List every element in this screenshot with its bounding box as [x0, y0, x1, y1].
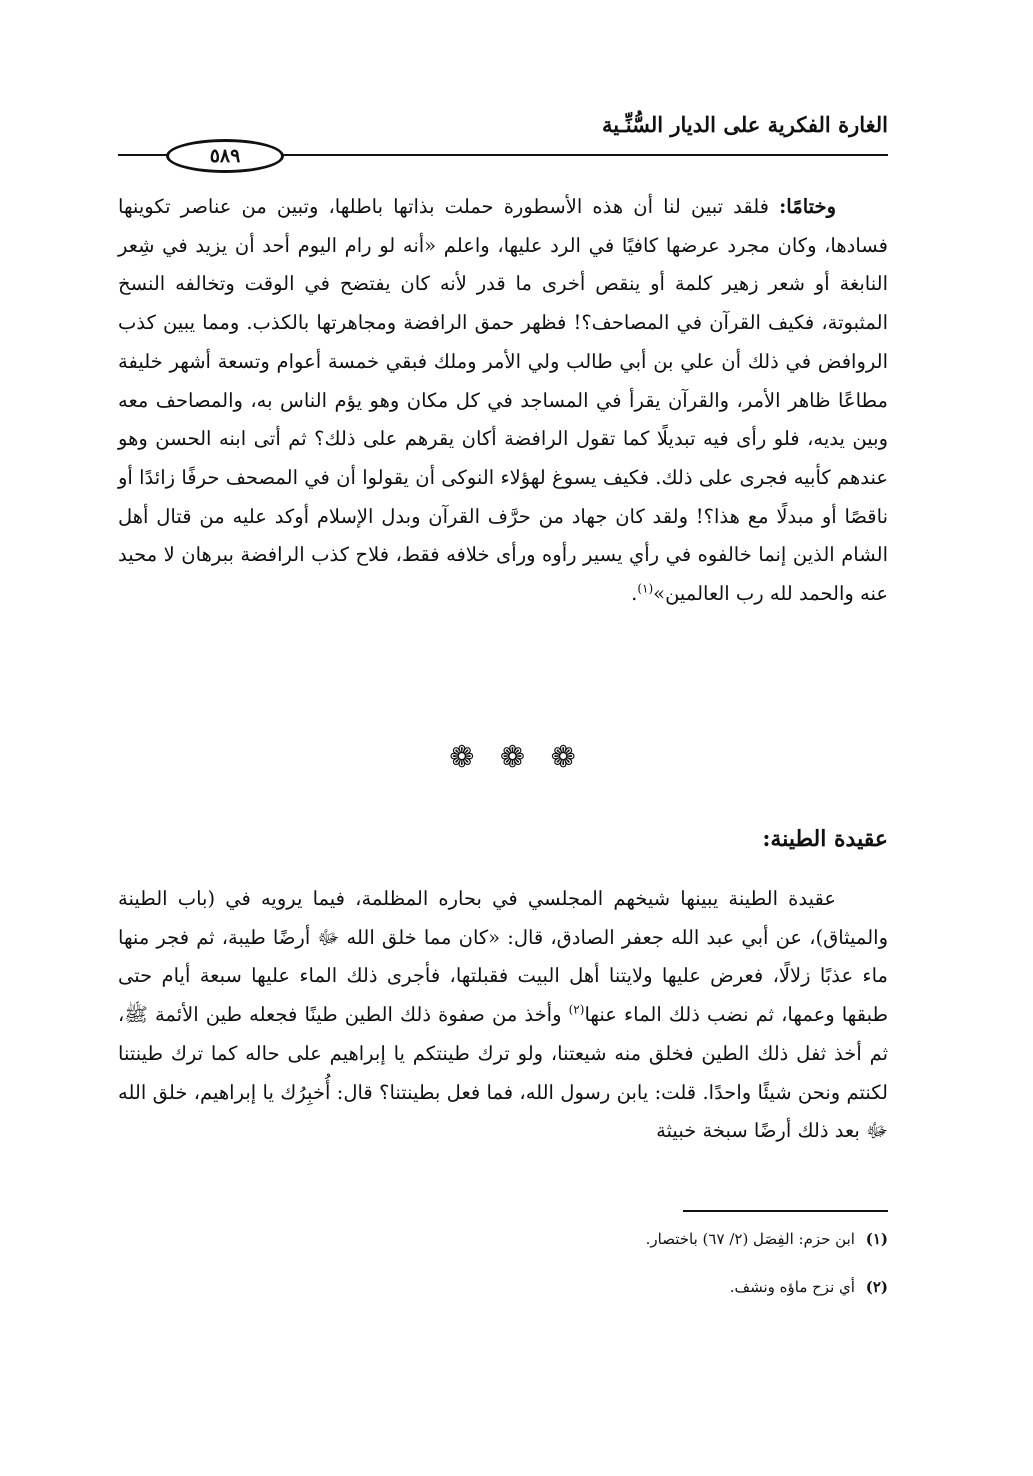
body-paragraph-tina: [118, 880, 888, 1151]
page-number: ٥٨٩: [209, 145, 241, 167]
paragraph-end: .: [631, 582, 638, 606]
footnotes: [148, 1226, 888, 1322]
page-header: [118, 112, 888, 172]
paragraph-text: فلقد تبين لنا أن هذه الأسطورة حملت بذاتها باطلها، وتبين من عناصر تكوينها فسادها، وكان مجرد عرضها كافيًا في الرد عليها، واعلم «أنه لو رام اليوم أحد أن يزيد في شِعر النابغة أو شعر زهير كلمة أو ينقص أخرى ما قدر لأنه كان يفتضح في الوقت وتخالفه النسخ المثبوتة، فكيف القرآن في المصاحف؟! فظهر حمق الرافضة ومجاهرتها بالكذب. ومما يبين كذب الروافض في ذلك أن علي بن أبي طالب ولي الأمر وملك فبقي خمسة أعوام وتسعة أشهر خليفة مطاعًا ظاهر الأمر، والقرآن يقرأ في المساجد في كل مكان وهو يؤم الناس به، والمصاحف معه وبين يديه، فلو رأى فيه تبديلًا كما تقول الرافضة أكان يقرهم على ذلك؟ ثم أتى ابنه الحسن وهو عندهم كأبيه فجرى على ذلك. فكيف يسوغ لهؤلاء النوكى أن يقولوا أن في المصحف حرفًا زائدًا أو ناقصًا أو مبدلًا مع هذا؟! ولقد كان جهاد من حرَّف القرآن وبدل الإسلام أوكد عليه من قتال أهل الشام الذين إنما خالفوه في رأي يسير رأوه ورأى خلافه فقط، فلاح كذب الرافضة ببرهان لا محيد عنه والحمد لله رب العالمين»: [118, 195, 888, 606]
footnote-ref: (١): [637, 581, 654, 596]
footnote-text: ابن حزم: الفِصَل (٢/ ٦٧) باختصار.: [645, 1230, 855, 1248]
footnote: [148, 1274, 888, 1300]
footnote-text: أي نزح ماؤه ونشف.: [729, 1278, 855, 1296]
footnote-rule: [683, 1210, 888, 1212]
paragraph-lead: وختامًا:: [779, 195, 836, 218]
running-title: الغارة الفكرية على الديار السُّنِّـية: [602, 112, 888, 137]
paragraph-text-continued: وأخذ من صفوة ذلك الطين طينًا فجعله طين الأئمة ﷺ، ثم أخذ ثفل ذلك الطين فخلق منه شيعتنا، ولو ترك طينتكم يا إبراهيم على حاله كما ترك طينتنا لكنتم ونحن شيئًا واحدًا. قلت: يابن رسول الله، فما فعل بطينتنا؟ قال: أُخبِرُك يا إبراهيم، خلق الله ﷻ بعد ذلك أرضًا سبخة خبيثة: [118, 1003, 888, 1143]
footnote-number: (١): [865, 1230, 888, 1248]
page-number-badge: [166, 139, 284, 173]
ornament-divider: ❁ ❁ ❁: [449, 740, 584, 775]
footnote: [148, 1226, 888, 1252]
footnote-ref: (٢): [568, 1002, 585, 1017]
footnote-number: (٢): [865, 1278, 888, 1296]
section-heading: عقيدة الطينة:: [762, 826, 888, 852]
paragraph-text: عقيدة الطينة يبينها شيخهم المجلسي في بحاره المظلمة، فيما يرويه في (باب الطينة والميثاق)، عن أبي عبد الله جعفر الصادق، قال: «كان مما خلق الله ﷻ أرضًا طيبة، ثم فجر منها ماء عذبًا زلالًا، فعرض عليها ولايتنا أهل البيت فقبلتها، فأجرى ذلك الماء عليها سبعة أيام حتى طبقها وعمها، ثم نضب ذلك الماء عنها: [118, 887, 888, 1027]
body-paragraph-conclusion: [118, 188, 888, 614]
